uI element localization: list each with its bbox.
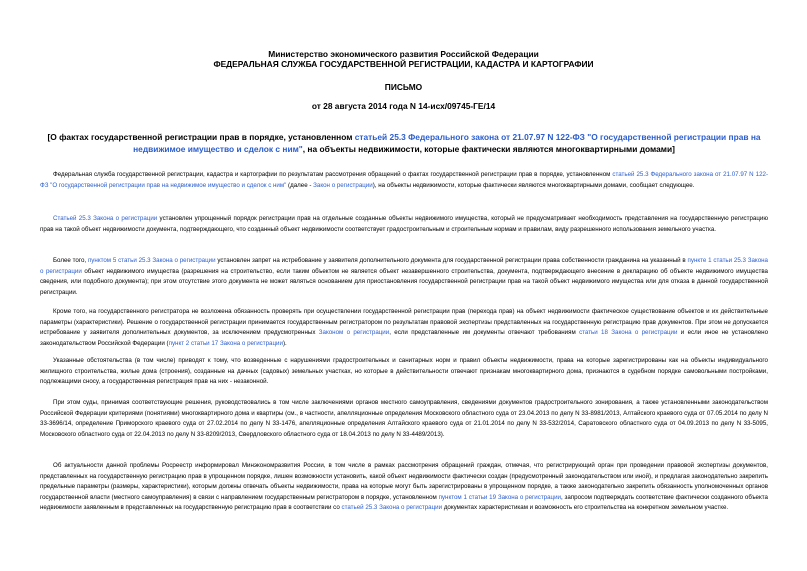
p4-text-b: , если представленные им документы отвечают требованиям — [389, 329, 580, 336]
document-date-number: от 28 августа 2014 года N 14-исх/09745-ГЕ/14 — [311, 101, 496, 111]
paragraph-6 — [40, 398, 768, 440]
p3-text-b: установлен запрет на истребование у заявителя дополнительного документа для государственной регистрации права собственности гражданина на указанный в — [215, 257, 688, 264]
p3-text-c: объект недвижимого имущества (разрешения на строительство, если таким объектом не является объект незавершенного строительства, документа, подтверждающего внесение в декларацию об объекте недвижимого имущества сведения, или подобного документа); при этом отсутствие этого документа не может являться основанием для приостановления государственной регистрации прав на такой объект недвижимого имущества или для отказа в данной государственной регистрации. — [40, 267, 768, 296]
p1-text-b: (далее - — [286, 181, 314, 189]
service-name: ФЕДЕРАЛЬНАЯ СЛУЖБА ГОСУДАРСТВЕННОЙ РЕГИСТРАЦИИ, КАДАСТРА И КАРТОГРАФИИ — [213, 59, 594, 69]
p3-point1-link[interactable]: пункте 1 статьи 25.3 Закона о регистрации — [40, 257, 768, 275]
paragraph-4 — [40, 307, 768, 349]
p4-text-a: Кроме того, на государственного регистратора не возложена обязанность проверять при осуществлении государственной регистрации прав (перехода прав) на объект недвижимости фактическое существование объектов и их действительные параметры (характеристики). Решение о государственной регистрации принимается государственным регистратором по результатам правовой экспертизы представленных на государственную регистрацию прав документов. При этом не допускается истребование у заявителя дополнительных документов, за исключением предусмотренных — [40, 308, 768, 336]
title-text-start: [О фактах государственной регистрации прав в порядке, установленном — [47, 132, 355, 142]
p7-text-b: , запросом подтверждать соответствие фактически созданного объекта недвижимости заявленным в представленных на государственную регистрацию прав в соответствии со — [40, 493, 768, 511]
p7-text-a: Об актуальности данной проблемы Росреестр информировал Минэкономразвития России, в том числе в рамках рассмотрения обращений граждан, отмечая, что регистрирующий орган при проведении правовой экспертизы документов, представленных на государственную регистрацию прав в упрощенном порядке, лишен возможности установить, какой объект недвижимости фактически создан (предусмотренный законодательством или иной), и предлагая законодательно закрепить предельные параметры (размеры, характеристики), которым должны отвечать объекты недвижимости, права на которые могут быть зарегистрированы в упрощенном порядке, а также законодательно закрепить обязанность уполномоченных органов государственной власти (местного самоуправления) в связи с направлением государственным регистратором в порядке, установленном — [40, 462, 768, 501]
paragraph-2 — [40, 214, 768, 235]
paragraph-3 — [40, 256, 768, 298]
paragraph-1 — [40, 170, 768, 191]
p1-law-link[interactable]: статьей 25.3 Федерального закона от 21.07.97 N 122-ФЗ "О государственной регистрации прав на недвижимое имущество и сделок с ним" — [40, 171, 769, 189]
p4-law-link[interactable]: Законом о регистрации — [318, 329, 390, 336]
p3-text-a: Более того, — [53, 257, 88, 264]
paragraph-7 — [40, 461, 768, 514]
p4-article17-link[interactable]: пункт 2 статьи 17 Закона о регистрации — [168, 339, 283, 347]
p1-text-c: ), на объекты недвижимости, которые фактически являются многоквартирными домами, сообщает следующее. — [372, 181, 695, 189]
p7-article19-link[interactable]: пунктом 1 статьи 19 Закона о регистрации — [438, 493, 562, 501]
p1-registration-law-link[interactable]: Закон о регистрации — [313, 181, 373, 189]
paragraph-5 — [40, 356, 768, 388]
p2-article-link[interactable]: Статьей 25.3 Закона о регистрации — [53, 215, 158, 222]
ministry-name: Министерство экономического развития Российской Федерации — [268, 49, 539, 59]
p2-text-a: установлен упрощенный порядок регистрации прав на отдельные созданные объекты недвижимого имущества, который не предусматривает необходимость представления на государственную регистрацию прав на такой объект недвижимости документа, подтверждающего, что созданный объект недвижимости соответствует градостроительным и строительным нормам и правилам, виду разрешенного использования земельного участка. — [40, 215, 768, 233]
p4-text-c: и если иное не установлено законодательством Российской Федерации ( — [40, 329, 769, 347]
title-text-end: , на объекты недвижимости, которые фактически являются многоквартирными домами] — [302, 144, 675, 154]
p4-article18-link[interactable]: статьи 18 Закона о регистрации — [579, 329, 678, 336]
p1-text-a: Федеральная служба государственной регистрации, кадастра и картографии по результатам рассмотрения обращений о фактах государственной регистрации прав в порядке, установленном — [53, 171, 613, 178]
title-law-link[interactable]: статьей 25.3 Федерального закона от 21.07.97 N 122-ФЗ "О государственной регистрации прав на недвижимое имущество и сделок с ним" — [133, 132, 761, 154]
p7-text-c: документах характеристикам и возможность его строительства на конкретном земельном участке. — [442, 504, 729, 511]
document-type: ПИСЬМО — [384, 82, 423, 92]
p6-text-a: При этом суды, принимая соответствующие решения, руководствовались в том числе заключениями органов местного самоуправления, сведениями документов градостроительного зонирования, а также установленными законодательством Российской Федерации критериями (понятиями) многоквартирного дома и квартиры (см., в частности, апелляционные определения Московского областного суда от 23.04.2013 по делу N 33-8981/2013, Алтайского краевого суда от 07.05.2014 по делу N 33-3696/14, определение Приморского краевого суда от 27.02.2014 по делу N 33-1476, апелляционные определения Алтайского краевого суда от 21.01.2014 по делу N 33-532/2014, Саратовского областного суда от 04.09.2013 по делу N 33-5095, Московского областного суда от 22.04.2013 по делу N 33-8209/2013, Свердловского областного суда от 18.04.2013 по делу N 33-4489/2013). — [40, 399, 768, 438]
p5-text-a: Указанные обстоятельства (в том числе) приводят к тому, что возведенные с нарушениями градостроительных и санитарных норм и правил объекты недвижимости, права на которые зарегистрированы как на объекты индивидуального жилищного строительства, жилые дома (строения), созданные на дачных (садовых) земельных участках, но которые в действительности отвечают признакам многоквартирного дома, признаются в судебном порядке самовольными постройками, подлежащими сносу, а государственная регистрация прав на них - незаконной. — [40, 357, 768, 385]
p3-point5-link[interactable]: пунктом 5 статьи 25.3 Закона о регистрации — [87, 257, 216, 264]
p7-article25-link[interactable]: статьей 25.3 Закона о регистрации — [341, 504, 443, 511]
document-title — [40, 131, 768, 155]
p4-text-d: ). — [282, 339, 287, 347]
